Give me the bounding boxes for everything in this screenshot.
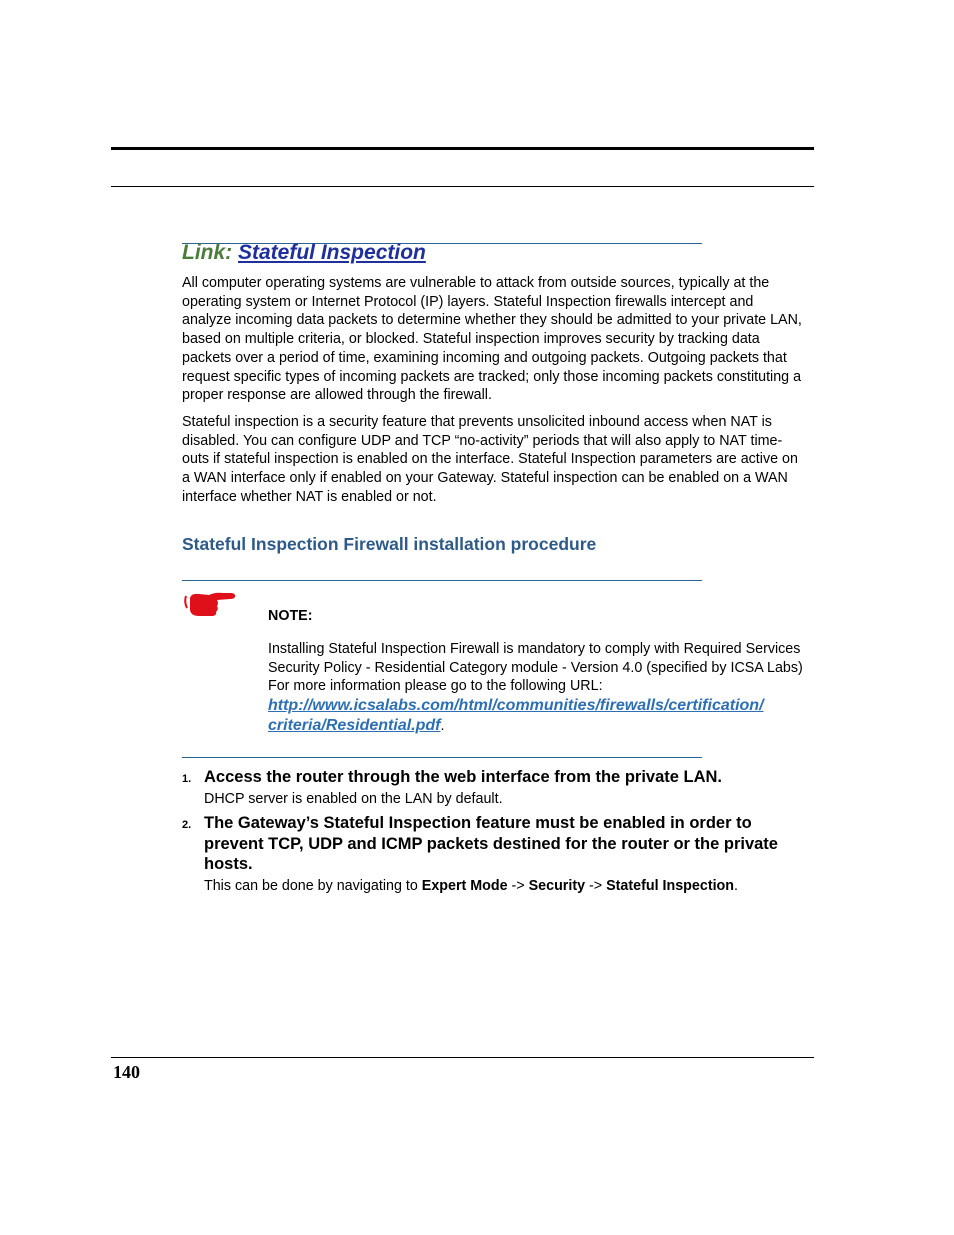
heading-prefix: Link:: [182, 241, 238, 264]
nav-separator-1: ->: [507, 878, 529, 894]
nav-separator-2: ->: [585, 878, 607, 894]
footer-rule: [111, 1057, 814, 1058]
header-rule-thick: [111, 147, 814, 150]
intro-paragraph-2: Stateful inspection is a security feature that prevents unsolicited inbound access when NAT is disabled. You can configure UDP and TCP “no-activity” periods that will also apply to NAT time-outs if stateful inspection is enabled on the interface. Stateful Inspection parameters are active on a WAN interface only if enabled on your Gateway. Stateful inspection can be enabled on a WAN interface whether NAT is enabled or not.: [182, 414, 798, 505]
step-1-title: Access the router through the web interface from the private LAN.: [204, 768, 723, 786]
nav-path-expert-mode: Expert Mode: [421, 878, 508, 894]
note-url-link-1[interactable]: http://www.icsalabs.com/html/communities/firewalls/certification/: [268, 697, 764, 715]
step-2-body-prefix: This can be done by navigating to: [204, 878, 422, 894]
header-rule-thin: [111, 186, 814, 187]
page-number: 140: [113, 1062, 140, 1082]
note-text-line2: For more information please go to the following URL:: [268, 678, 603, 695]
note-body: [268, 640, 808, 736]
pointing-hand-icon: [183, 588, 237, 620]
note-url-link-2[interactable]: criteria/Residential.pdf: [268, 717, 441, 735]
step-2-title: The Gateway’s Stateful Inspection feature must be enabled in order to prevent TCP, UDP and ICMP packets destined for the router or the private hosts.: [204, 814, 778, 873]
note-url-trailer: .: [440, 718, 445, 735]
note-bottom-rule: [182, 757, 702, 758]
section-heading: [182, 241, 426, 265]
step-1-number: 1.: [182, 773, 192, 785]
procedure-subheading: Stateful Inspection Firewall installation procedure: [182, 534, 597, 554]
step-2-body-suffix: .: [734, 878, 738, 894]
nav-path-stateful-inspection: Stateful Inspection: [606, 878, 735, 894]
note-top-rule: [182, 580, 702, 581]
note-label: NOTE:: [268, 608, 313, 624]
step-2-body: [204, 877, 814, 896]
note-text-line1: Installing Stateful Inspection Firewall is mandatory to comply with Required Services Security Policy - Residential Category module - Version 4.0 (specified by ICSA Labs): [268, 641, 803, 676]
note-url-line: [268, 696, 808, 736]
step-1-body: DHCP server is enabled on the LAN by default.: [204, 791, 503, 807]
nav-path-security: Security: [528, 878, 586, 894]
intro-paragraph-1: All computer operating systems are vulnerable to attack from outside sources, typically at the operating system or Internet Protocol (IP) layers. Stateful Inspection firewalls intercept and analyze incoming data packets to determine whether they should be admitted to your private LAN, based on multiple criteria, or blocked. Stateful inspection improves security by tracking data packets over a period of time, examining incoming and outgoing packets. Outgoing packets that request specific types of incoming packets are tracked; only those incoming packets constituting a proper response are allowed through the firewall.: [182, 275, 802, 404]
step-2-number: 2.: [182, 819, 192, 831]
heading-link[interactable]: Stateful Inspection: [238, 241, 426, 264]
